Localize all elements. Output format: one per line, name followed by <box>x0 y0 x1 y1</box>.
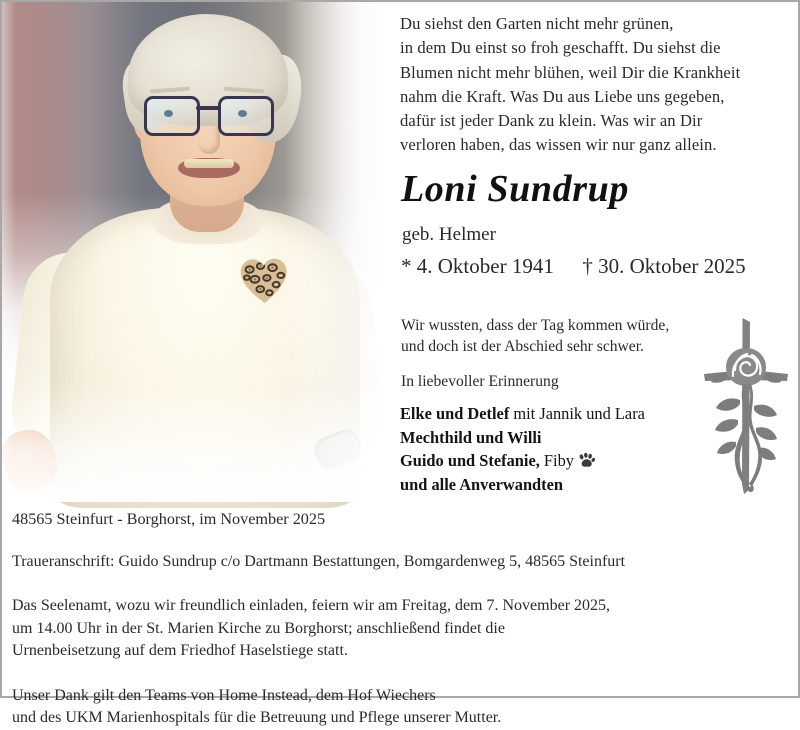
poem-line: Du siehst den Garten nicht mehr grünen, <box>400 14 674 33</box>
mid-verse-line: Wir wussten, dass der Tag kommen würde, <box>401 317 670 334</box>
glasses-bridge <box>196 106 220 110</box>
thanks-line: Unser Dank gilt den Teams von Home Instead, dem Hof Wiechers <box>12 686 436 704</box>
sweatshirt-torso <box>50 208 360 508</box>
poem-line: verloren haben, das wissen wir nur ganz allein. <box>400 135 717 155</box>
teeth <box>184 159 234 168</box>
deceased-name: Loni Sundrup <box>401 168 629 210</box>
portrait-photo <box>2 2 394 502</box>
service-details <box>12 595 792 663</box>
mourner-row <box>400 449 645 473</box>
mouth <box>178 158 240 178</box>
place-and-date: 48565 Steinfurt - Borghorst, im November 2025 <box>12 510 326 528</box>
eyeglasses <box>142 94 278 138</box>
service-line: Urnenbeisetzung auf dem Friedhof Haselstiege statt. <box>12 642 348 659</box>
memorial-poem <box>400 12 790 158</box>
mourner-names: Mechthild und Willi <box>400 427 542 447</box>
photo-inner <box>2 2 394 502</box>
footer-block <box>12 502 792 730</box>
mourner-row <box>400 426 645 450</box>
lens-left <box>144 96 200 136</box>
mourner-row <box>400 473 645 497</box>
poem-line: dafür ist jeder Dank zu klein. Was wir an Dir <box>400 111 703 131</box>
death-symbol: † <box>582 254 593 278</box>
mourner-extra: mit Jannik und Lara <box>509 404 645 423</box>
thanks-line: und des UKM Marienhospitals für die Betreuung und Pflege unserer Mutter. <box>12 709 502 726</box>
remembrance-heading: In liebevoller Erinnerung <box>401 373 559 390</box>
lens-right <box>218 96 274 136</box>
cross-with-rose-icon <box>702 314 790 496</box>
life-dates <box>401 254 746 279</box>
mid-verse <box>401 315 669 357</box>
mourner-names: Elke und Detlef <box>400 404 510 423</box>
mourner-extra: Fiby <box>539 451 574 470</box>
service-line: um 14.00 Uhr in der St. Marien Kirche zu Borghorst; anschließend findet die <box>12 619 505 637</box>
poem-line: Blumen nicht mehr blühen, weil Dir die Krankheit <box>400 62 741 82</box>
leopard-heart-motif <box>239 257 289 305</box>
mid-verse-line: und doch ist der Abschied sehr schwer. <box>401 338 644 355</box>
mourner-names: Guido und Stefanie, <box>400 451 540 470</box>
thanks-note <box>12 685 792 730</box>
mourner-row <box>400 402 645 426</box>
eye-left <box>164 110 173 117</box>
birth-symbol: * <box>401 254 412 278</box>
poem-line: nahm die Kraft. Was Du aus Liebe uns gegeben, <box>400 86 725 106</box>
portrait-subject <box>2 2 394 502</box>
service-line: Das Seelenamt, wozu wir freundlich einladen, feiern wir am Freitag, dem 7. November 2025, <box>12 597 611 614</box>
eye-right <box>238 110 247 117</box>
death-date: 30. Oktober 2025 <box>598 254 746 278</box>
mourners-list <box>400 402 645 496</box>
condolence-address: Traueranschrift: Guido Sundrup c/o Dartmann Bestattungen, Bomgardenweg 5, 48565 Steinfurt <box>12 553 626 570</box>
poem-line: in dem Du einst so froh geschafft. Du siehst die <box>400 38 721 58</box>
mourner-names: und alle Anverwandten <box>400 474 564 494</box>
maiden-name: geb. Helmer <box>402 224 496 245</box>
paw-print-icon <box>578 453 595 469</box>
birth-date: 4. Oktober 1941 <box>416 254 554 278</box>
